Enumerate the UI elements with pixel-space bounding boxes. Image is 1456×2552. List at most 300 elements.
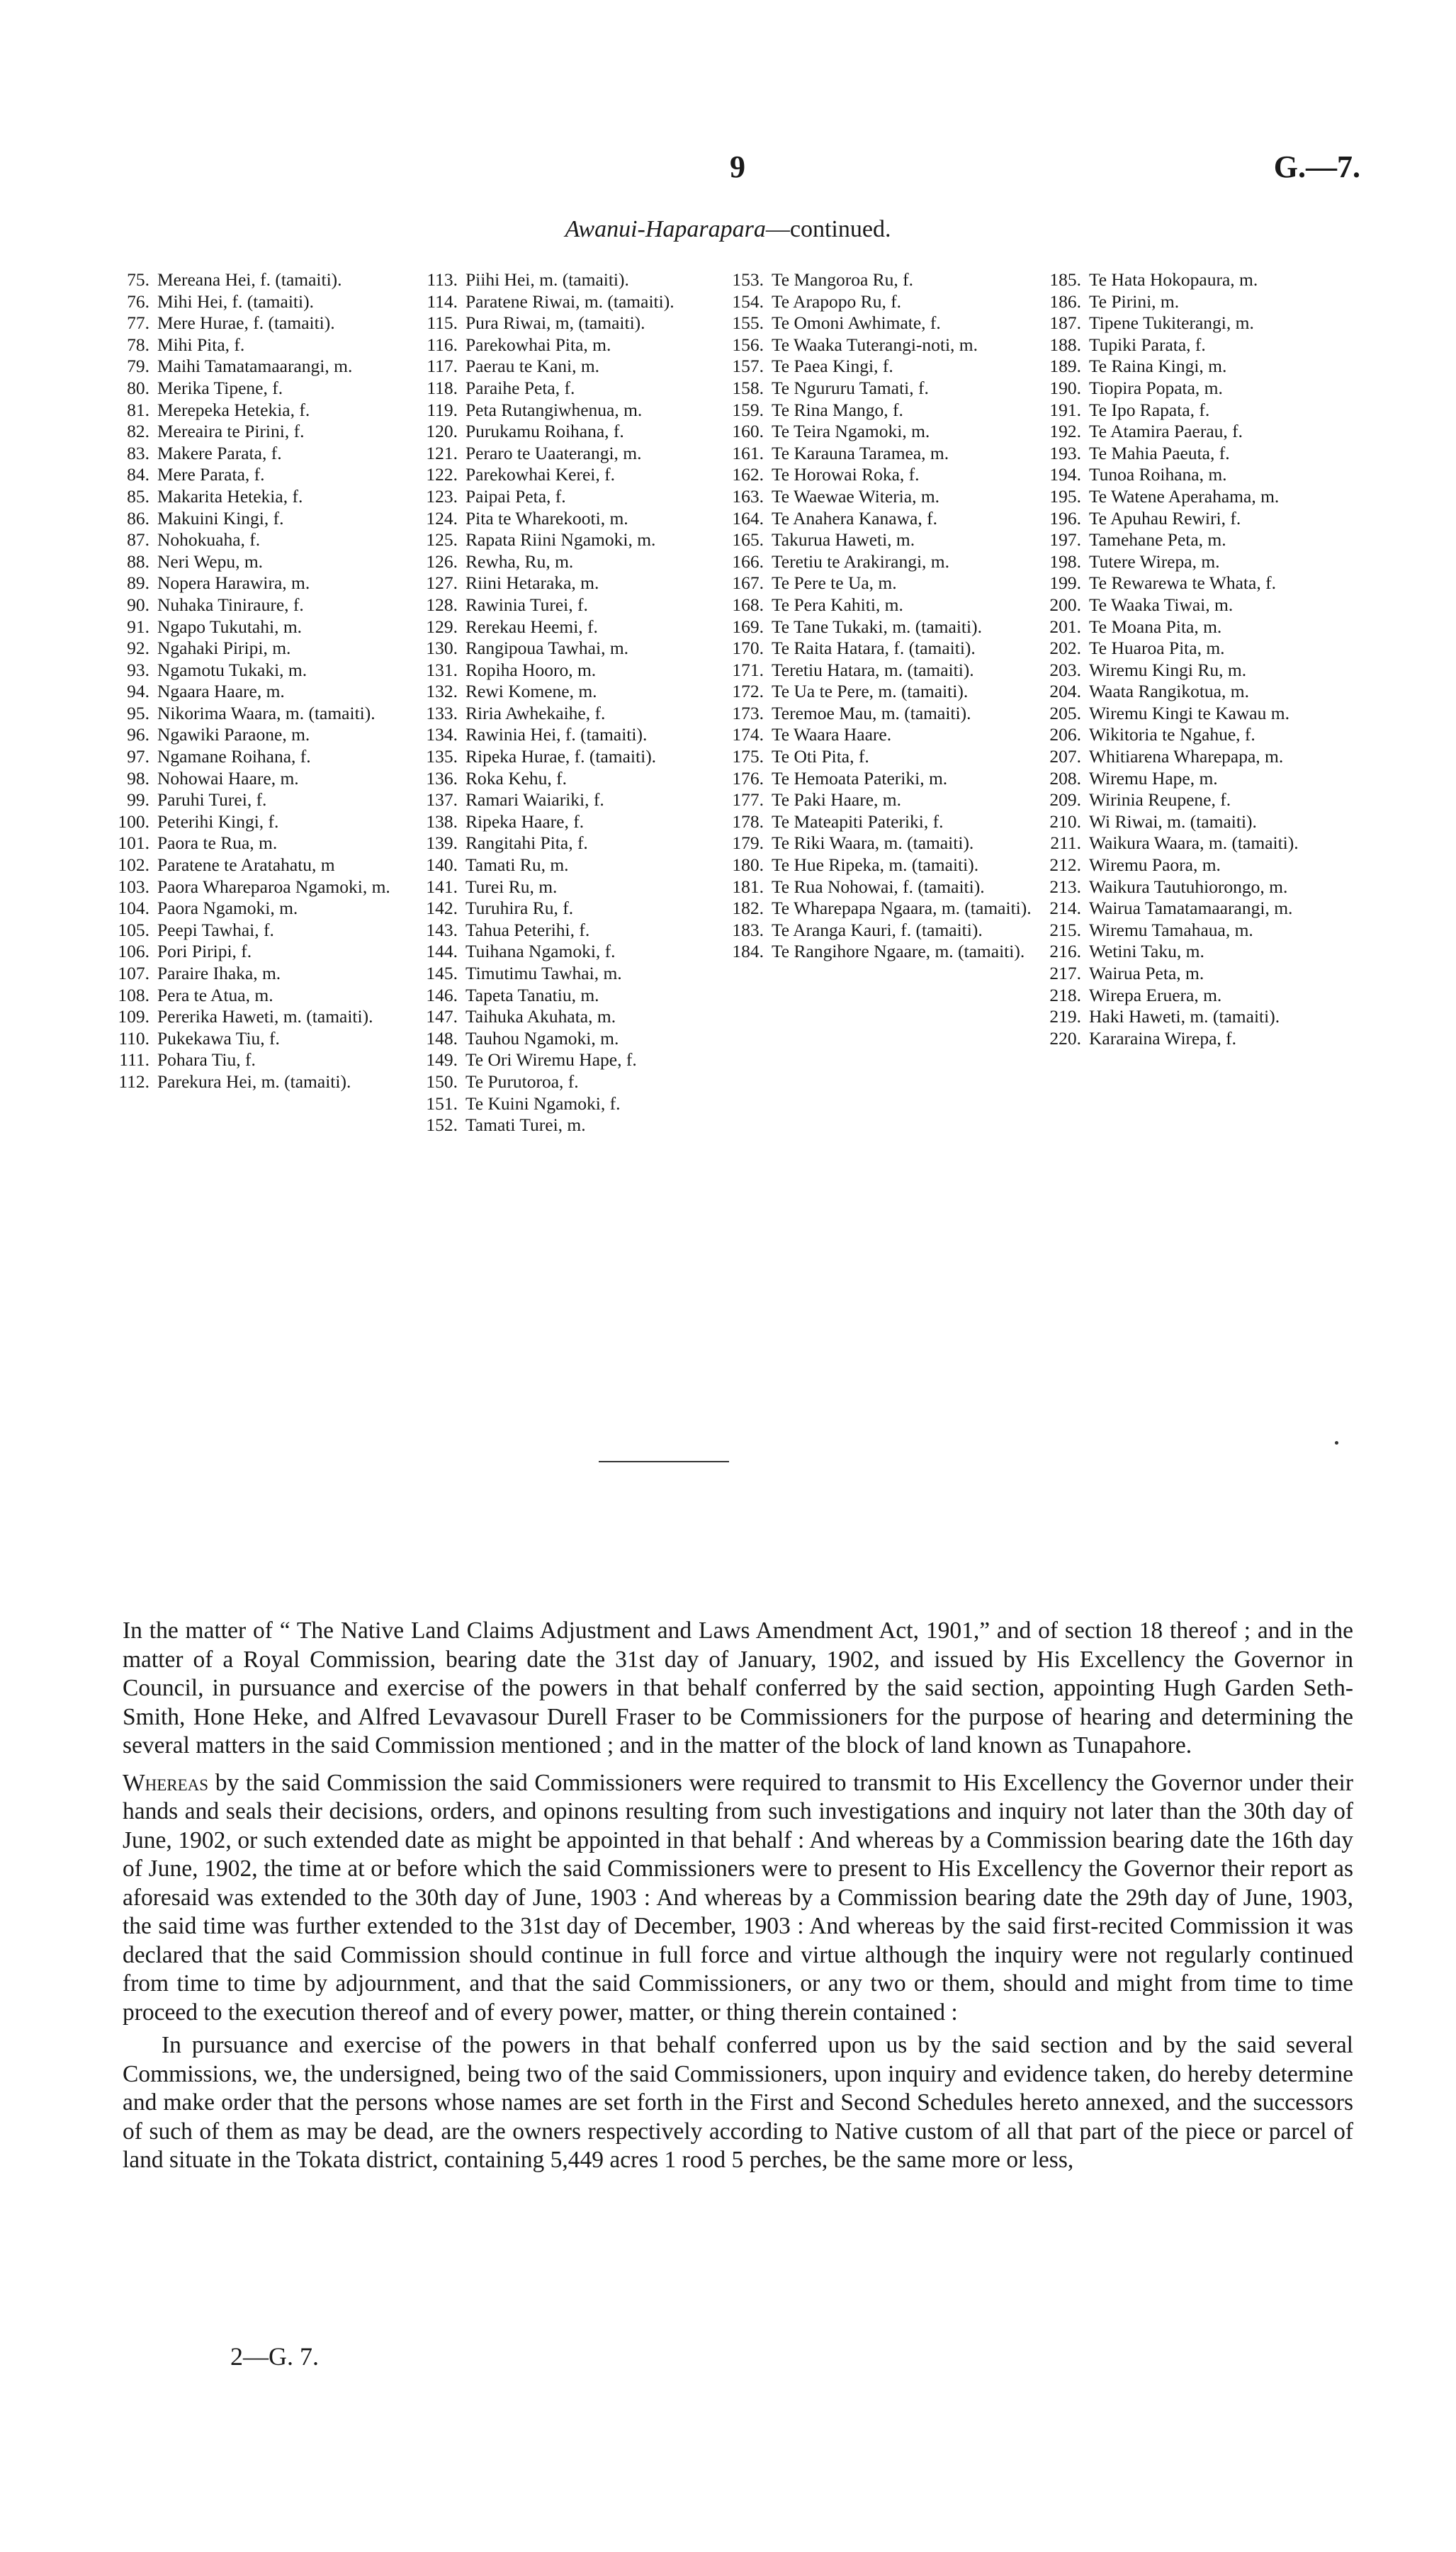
list-item (1045, 832, 1360, 854)
entry-number: 75. (127, 269, 149, 290)
list-item (422, 616, 728, 638)
entry-name: Nuhaka Tiniraure, f. (157, 594, 304, 615)
entry-number: 215. (1049, 919, 1081, 940)
list-item (113, 400, 422, 422)
entry-name: Nikorima Waara, m. (tamaiti). (157, 702, 376, 723)
list-item (1045, 616, 1360, 638)
entry-number: 141. (426, 876, 458, 897)
entry-name: Pukekawa Tiu, f. (157, 1027, 280, 1049)
list-item (1045, 269, 1360, 291)
entry-number: 139. (426, 832, 458, 854)
entry-number: 160. (732, 421, 764, 442)
list-item (113, 920, 422, 942)
page-header (0, 149, 1456, 191)
entry-name: Tamati Ru, m. (465, 854, 569, 876)
entry-name: Rawinia Turei, f. (465, 594, 588, 615)
entry-name: Te Rina Mango, f. (772, 399, 903, 420)
entry-name: Te Mateapiti Pateriki, f. (772, 811, 944, 832)
entry-name: Piihi Hei, m. (tamaiti). (465, 269, 629, 290)
entry-name: Paora Whareparoa Ngamoki, m. (157, 876, 390, 897)
entry-name: Turei Ru, m. (465, 876, 558, 897)
entry-number: 178. (732, 811, 764, 832)
list-item (422, 941, 728, 963)
entry-number: 89. (127, 572, 149, 594)
list-item (422, 594, 728, 616)
owner-list (113, 269, 1360, 1136)
entry-name: Te Mahia Paeuta, f. (1089, 442, 1230, 463)
entry-number: 194. (1049, 464, 1081, 485)
entry-number: 219. (1049, 1006, 1081, 1027)
entry-name: Te Hemoata Pateriki, m. (772, 767, 948, 789)
entry-number: 182. (732, 898, 764, 919)
list-item (113, 551, 422, 573)
list-item (113, 789, 422, 811)
entry-number: 84. (127, 464, 149, 485)
list-item (728, 443, 1045, 465)
entry-name: Tiopira Popata, m. (1089, 377, 1223, 398)
list-item (113, 356, 422, 378)
entry-name: Tauhou Ngamoki, m. (465, 1027, 619, 1049)
list-item (422, 898, 728, 920)
entry-number: 100. (118, 811, 149, 832)
entry-number: 165. (732, 529, 764, 551)
entry-name: Nopera Harawira, m. (157, 572, 310, 594)
list-column-3 (728, 269, 1045, 1136)
pursuance-paragraph: In pursuance and exercise of the powers in that behalf conferred upon us by the said section and by the said several Commissions, we, the undersigned, being two of the said Commissioners, upon inquiry and evidence taken, do hereby determine and make order that the persons whose names are set forth in the First and Second Schedules hereto annexed, and the successors of such of them as may be dead, are the owners respectively according to Native custom of all that part of the piece or parcel of land situate in the Tokata district, containing 5,449 acres 1 rood 5 perches, be the same more or less, (123, 2032, 1353, 2173)
list-item (422, 312, 728, 334)
entry-name: Turuhira Ru, f. (465, 898, 574, 919)
entry-number: 195. (1049, 485, 1081, 507)
entry-name: Mihi Pita, f. (157, 334, 245, 355)
list-item (422, 269, 728, 291)
list-item (113, 1049, 422, 1071)
list-item (113, 811, 422, 833)
entry-number: 78. (127, 334, 149, 355)
entry-number: 216. (1049, 941, 1081, 962)
list-item (728, 291, 1045, 313)
list-item (422, 464, 728, 486)
entry-number: 158. (732, 377, 764, 398)
entry-name: Mere Hurae, f. (tamaiti). (157, 312, 335, 334)
entry-number: 148. (426, 1027, 458, 1049)
whereas-text: by the said Commission the said Commissioners were required to transmit to His Excellency the Governor under their hands and seals their decisions, orders, and opinons resulting from such investigations and inquiry not later than the 30th day of June, 1902, or such extended date as might be appointed in that behalf : And whereas by a Commission bearing date the 16th day of June, 1902, the time at or before which the said Commissioners were to present to His Excellency the Governor their report as aforesaid was extended to the 30th day of June, 1903 : And whereas by a Commission bearing date the 29th day of June, 1903, the said time was further extended to the 31st day of December, 1903 : And whereas by the said first-recited Commission it was declared that the said Commission should continue in full force and virtue although the inquiry were not regularly continued from time to time by adjournment, and that the said Commissioners, or any two or them, should and might from time to time proceed to the execution thereof and of every power, matter, or thing therein contained : (123, 1769, 1353, 2026)
entry-number: 156. (732, 334, 764, 355)
entry-number: 76. (127, 290, 149, 312)
entry-name: Pererika Haweti, m. (tamaiti). (157, 1006, 373, 1027)
entry-number: 134. (426, 724, 458, 745)
entry-number: 116. (427, 334, 458, 355)
entry-number: 167. (732, 572, 764, 594)
entry-name: Pera te Atua, m. (157, 984, 273, 1005)
entry-name: Paipai Peta, f. (465, 485, 566, 507)
entry-name: Mere Parata, f. (157, 464, 265, 485)
entry-number: 212. (1049, 854, 1081, 876)
entry-number: 85. (127, 485, 149, 507)
entry-number: 124. (426, 507, 458, 529)
entry-number: 131. (426, 659, 458, 680)
entry-name: Mereana Hei, f. (tamaiti). (157, 269, 342, 290)
entry-number: 169. (732, 616, 764, 637)
list-item (113, 638, 422, 660)
entry-name: Maihi Tamatamaarangi, m. (157, 356, 353, 377)
list-item (422, 1006, 728, 1028)
list-item (728, 334, 1045, 356)
list-item (728, 356, 1045, 378)
entry-name: Purukamu Roihana, f. (465, 421, 624, 442)
entry-number: 120. (426, 421, 458, 442)
entry-name: Tapeta Tanatiu, m. (465, 984, 599, 1005)
entry-number: 197. (1049, 529, 1081, 551)
entry-number: 164. (732, 507, 764, 529)
entry-name: Te Oti Pita, f. (772, 746, 869, 767)
list-item (422, 768, 728, 790)
list-item (728, 724, 1045, 746)
list-item (728, 681, 1045, 703)
entry-number: 213. (1049, 876, 1081, 897)
list-item (113, 941, 422, 963)
entry-name: Wiremu Tamahaua, m. (1089, 919, 1253, 940)
entry-name: Te Ngururu Tamati, f. (772, 377, 929, 398)
recital-paragraph: In the matter of “ The Native Land Claims Adjustment and Laws Amendment Act, 1901,” and of section 18 thereof ; and in the matter of a Royal Commission, bearing date the 31st day of January, 1902, and issued by His Excellency the Governor in Council, in pursuance and exercise of the powers in that behalf conferred by the said section, appointing Hugh Garden Seth-Smith, Hone Heke, and Alfred Levavasour Durell Fraser to be Commissioners for the purpose of hearing and determining the several matters in the said Commission mentioned ; and in the matter of the block of land known as Tunapahore. (123, 1617, 1353, 1758)
list-item (422, 832, 728, 854)
entry-name: Te Hata Hokopaura, m. (1089, 269, 1258, 290)
list-item (113, 768, 422, 790)
entry-number: 96. (127, 724, 149, 745)
entry-number: 205. (1049, 702, 1081, 723)
entry-name: Te Raina Kingi, m. (1089, 356, 1227, 377)
entry-number: 86. (127, 507, 149, 529)
whereas-word: Whereas (123, 1769, 209, 1796)
list-item (1045, 291, 1360, 313)
entry-number: 159. (732, 399, 764, 420)
entry-number: 188. (1049, 334, 1081, 355)
list-item (1045, 529, 1360, 551)
entry-number: 176. (732, 767, 764, 789)
list-item (1045, 985, 1360, 1007)
entry-number: 103. (118, 876, 149, 897)
list-item (113, 854, 422, 876)
entry-number: 142. (426, 898, 458, 919)
entry-number: 146. (426, 984, 458, 1005)
entry-name: Tahua Peterihi, f. (465, 919, 590, 940)
list-item (728, 832, 1045, 854)
entry-name: Te Moana Pita, m. (1089, 616, 1222, 637)
entry-name: Takurua Haweti, m. (772, 529, 915, 551)
list-item (1045, 421, 1360, 443)
list-item (422, 486, 728, 508)
entry-name: Te Riki Waara, m. (tamaiti). (772, 832, 974, 854)
entry-name: Merepeka Hetekia, f. (157, 399, 310, 420)
entry-name: Tamati Turei, m. (465, 1114, 586, 1136)
entry-name: Tutere Wirepa, m. (1089, 551, 1220, 572)
entry-number: 173. (732, 702, 764, 723)
entry-name: Te Apuhau Rewiri, f. (1089, 507, 1241, 529)
entry-name: Paraire Ihaka, m. (157, 963, 281, 983)
entry-name: Wirepa Eruera, m. (1089, 984, 1222, 1005)
list-item (422, 985, 728, 1007)
entry-name: Rapata Riini Ngamoki, m. (465, 529, 656, 551)
entry-number: 206. (1049, 724, 1081, 745)
entry-name: Ngamotu Tukaki, m. (157, 659, 307, 680)
list-item (113, 963, 422, 985)
list-item (422, 400, 728, 422)
entry-name: Paratene te Aratahatu, m (157, 854, 335, 876)
entry-number: 220. (1049, 1027, 1081, 1049)
entry-name: Timutimu Tawhai, m. (465, 963, 622, 983)
entry-name: Pohara Tiu, f. (157, 1049, 256, 1071)
entry-name: Tuihana Ngamoki, f. (465, 941, 616, 962)
list-item (422, 920, 728, 942)
entry-number: 150. (426, 1071, 458, 1092)
list-item (422, 660, 728, 682)
list-item (728, 703, 1045, 725)
entry-name: Te Aranga Kauri, f. (tamaiti). (772, 919, 983, 940)
entry-number: 130. (426, 638, 458, 659)
list-item (728, 768, 1045, 790)
entry-number: 125. (426, 529, 458, 551)
entry-name: Parekowhai Kerei, f. (465, 464, 615, 485)
entry-number: 101. (118, 832, 149, 854)
entry-number: 192. (1049, 421, 1081, 442)
entry-name: Riini Hetaraka, m. (465, 572, 599, 594)
list-item (113, 985, 422, 1007)
list-item (1045, 854, 1360, 876)
entry-name: Te Purutoroa, f. (465, 1071, 579, 1092)
entry-number: 200. (1049, 594, 1081, 615)
entry-number: 83. (127, 442, 149, 463)
entry-name: Peterihi Kingi, f. (157, 811, 279, 832)
entry-name: Wi Riwai, m. (tamaiti). (1089, 811, 1257, 832)
list-item (1045, 1028, 1360, 1050)
entry-name: Waikura Waara, m. (tamaiti). (1089, 832, 1299, 854)
entry-number: 179. (732, 832, 764, 854)
entry-number: 189. (1049, 356, 1081, 377)
entry-number: 202. (1049, 638, 1081, 659)
entry-name: Mihi Hei, f. (tamaiti). (157, 290, 314, 312)
section-title-main: Awanui-Haparapara (565, 216, 766, 242)
entry-number: 114. (427, 290, 458, 312)
list-item (1045, 356, 1360, 378)
entry-name: Peraro te Uaaterangi, m. (465, 442, 642, 463)
entry-number: 171. (732, 659, 764, 680)
list-item (422, 356, 728, 378)
list-item (422, 1028, 728, 1050)
list-item (728, 616, 1045, 638)
entry-name: Mereaira te Pirini, f. (157, 421, 305, 442)
entry-name: Haki Haweti, m. (tamaiti). (1089, 1006, 1280, 1027)
list-item (113, 1071, 422, 1093)
list-item (113, 1006, 422, 1028)
list-item (1045, 486, 1360, 508)
entry-name: Parekura Hei, m. (tamaiti). (157, 1071, 351, 1092)
list-item (422, 508, 728, 530)
entry-name: Te Rangihore Ngaare, m. (tamaiti). (772, 941, 1025, 962)
entry-name: Rawinia Hei, f. (tamaiti). (465, 724, 648, 745)
entry-name: Parekowhai Pita, m. (465, 334, 611, 355)
entry-name: Rewi Komene, m. (465, 681, 597, 702)
list-item (422, 811, 728, 833)
list-item (728, 572, 1045, 594)
list-item (728, 400, 1045, 422)
entry-name: Wiremu Kingi te Kawau m. (1089, 702, 1289, 723)
entry-name: Te Waaka Tiwai, m. (1089, 594, 1234, 615)
entry-name: Te Ori Wiremu Hape, f. (465, 1049, 637, 1071)
entry-name: Merika Tipene, f. (157, 377, 283, 398)
list-item (1045, 724, 1360, 746)
list-item (422, 529, 728, 551)
entry-number: 218. (1049, 984, 1081, 1005)
entry-name: Wetini Taku, m. (1089, 941, 1204, 962)
entry-name: Teremoe Mau, m. (tamaiti). (772, 702, 971, 723)
entry-number: 145. (426, 963, 458, 983)
entry-number: 99. (127, 789, 149, 811)
list-column-1 (113, 269, 422, 1136)
list-item (728, 920, 1045, 942)
entry-name: Pori Piripi, f. (157, 941, 252, 962)
list-item (113, 464, 422, 486)
entry-name: Wiremu Hape, m. (1089, 767, 1218, 789)
list-item (113, 703, 422, 725)
entry-name: Tunoa Roihana, m. (1089, 464, 1227, 485)
list-item (113, 269, 422, 291)
list-item (1045, 400, 1360, 422)
list-item (113, 334, 422, 356)
list-item (728, 486, 1045, 508)
list-item (728, 269, 1045, 291)
entry-name: Ngamane Roihana, f. (157, 746, 311, 767)
list-item (1045, 811, 1360, 833)
list-item (1045, 920, 1360, 942)
entry-number: 91. (127, 616, 149, 637)
list-item (728, 529, 1045, 551)
list-item (728, 551, 1045, 573)
entry-number: 80. (127, 377, 149, 398)
entry-name: Te Rua Nohowai, f. (tamaiti). (772, 876, 985, 897)
entry-name: Ropiha Hooro, m. (465, 659, 597, 680)
list-item (728, 508, 1045, 530)
entry-number: 151. (426, 1092, 458, 1114)
entry-name: Paruhi Turei, f. (157, 789, 267, 811)
entry-number: 98. (127, 767, 149, 789)
list-item (1045, 941, 1360, 963)
list-item (728, 854, 1045, 876)
list-item (1045, 876, 1360, 898)
entry-number: 144. (426, 941, 458, 962)
entry-name: Riria Awhekaihe, f. (465, 702, 606, 723)
list-item (113, 486, 422, 508)
list-item (422, 963, 728, 985)
section-divider (599, 1461, 729, 1462)
list-item (1045, 443, 1360, 465)
entry-name: Ngahaki Piripi, m. (157, 638, 291, 659)
entry-number: 108. (118, 984, 149, 1005)
list-item (1045, 789, 1360, 811)
entry-number: 161. (732, 442, 764, 463)
body-text (123, 1617, 1353, 2175)
entry-name: Ripeka Haare, f. (465, 811, 585, 832)
list-item (728, 660, 1045, 682)
entry-name: Wirinia Reupene, f. (1089, 789, 1231, 811)
entry-number: 140. (426, 854, 458, 876)
entry-name: Te Paea Kingi, f. (772, 356, 893, 377)
list-item (728, 421, 1045, 443)
entry-name: Te Waaka Tuterangi-noti, m. (772, 334, 978, 355)
list-item (113, 660, 422, 682)
section-title-suffix: —continued. (765, 216, 891, 242)
list-item (728, 746, 1045, 768)
entry-number: 110. (118, 1027, 149, 1049)
list-item (728, 898, 1045, 920)
entry-number: 190. (1049, 377, 1081, 398)
entry-number: 129. (426, 616, 458, 637)
entry-name: Makere Parata, f. (157, 442, 282, 463)
list-item (113, 616, 422, 638)
entry-number: 117. (427, 356, 458, 377)
entry-number: 201. (1049, 616, 1081, 637)
entry-name: Paratene Riwai, m. (tamaiti). (465, 290, 675, 312)
entry-number: 172. (732, 681, 764, 702)
entry-number: 149. (426, 1049, 458, 1071)
entry-name: Te Pirini, m. (1089, 290, 1180, 312)
entry-number: 191. (1049, 399, 1081, 420)
entry-number: 109. (118, 1006, 149, 1027)
list-item (728, 594, 1045, 616)
list-item (113, 832, 422, 854)
list-item (422, 551, 728, 573)
entry-number: 208. (1049, 767, 1081, 789)
document-reference: G.—7. (1273, 149, 1360, 184)
list-item (1045, 572, 1360, 594)
list-item (422, 378, 728, 400)
list-item (113, 594, 422, 616)
entry-name: Paora te Rua, m. (157, 832, 278, 854)
entry-name: Rewha, Ru, m. (465, 551, 574, 572)
entry-name: Ngaara Haare, m. (157, 681, 285, 702)
entry-number: 81. (127, 399, 149, 420)
entry-name: Nohokuaha, f. (157, 529, 261, 551)
list-item (728, 638, 1045, 660)
entry-number: 152. (426, 1114, 458, 1136)
entry-number: 187. (1049, 312, 1081, 334)
entry-name: Wairua Tamatamaarangi, m. (1089, 898, 1293, 919)
entry-name: Te Paki Haare, m. (772, 789, 902, 811)
list-item (728, 378, 1045, 400)
entry-number: 186. (1049, 290, 1081, 312)
entry-name: Taihuka Akuhata, m. (465, 1006, 616, 1027)
entry-number: 118. (427, 377, 458, 398)
list-item (1045, 638, 1360, 660)
entry-name: Neri Wepu, m. (157, 551, 264, 572)
entry-name: Te Huaroa Pita, m. (1089, 638, 1225, 659)
list-item (1045, 312, 1360, 334)
entry-name: Rangitahi Pita, f. (465, 832, 588, 854)
list-item (422, 421, 728, 443)
list-item (422, 1093, 728, 1115)
list-column-2 (422, 269, 728, 1136)
list-item (1045, 746, 1360, 768)
entry-number: 88. (127, 551, 149, 572)
entry-number: 126. (426, 551, 458, 572)
list-item (1045, 703, 1360, 725)
entry-number: 133. (426, 702, 458, 723)
entry-number: 170. (732, 638, 764, 659)
entry-number: 177. (732, 789, 764, 811)
entry-number: 87. (127, 529, 149, 551)
entry-number: 94. (127, 681, 149, 702)
list-item (422, 1071, 728, 1093)
list-item (113, 291, 422, 313)
list-item (422, 443, 728, 465)
